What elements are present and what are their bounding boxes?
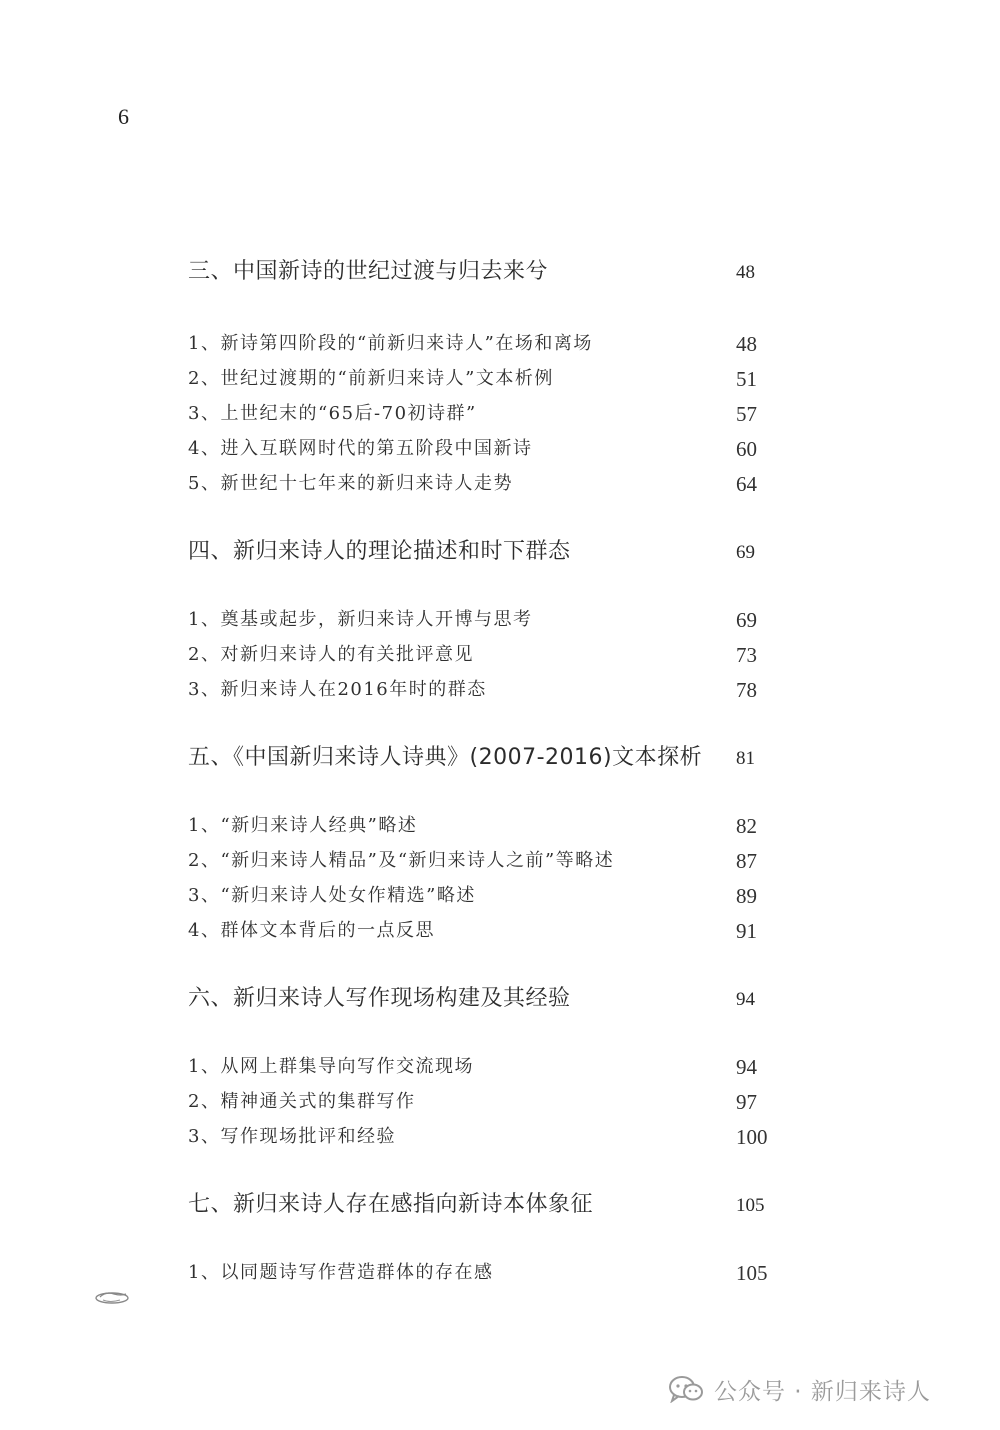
toc-section-page: 105: [736, 1195, 765, 1216]
toc-item: [188, 603, 788, 637]
toc-item-title: 3、“新归来诗人处女作精选”略述: [188, 885, 476, 906]
wechat-icon: [668, 1375, 704, 1403]
toc-section-title: 三、中国新诗的世纪过渡与归去来兮: [188, 259, 549, 284]
toc-item: [188, 362, 788, 396]
toc-item-page: 78: [736, 678, 757, 702]
toc-item-title: 1、新诗第四阶段的“前新归来诗人”在场和离场: [188, 333, 593, 354]
toc-item-title: 2、精神通关式的集群写作: [188, 1091, 416, 1112]
toc-item-title: 4、进入互联网时代的第五阶段中国新诗: [188, 438, 533, 459]
toc-section: [188, 1188, 788, 1222]
publisher-logo-icon: [94, 1288, 130, 1306]
toc-section: [188, 535, 788, 569]
toc-section-title: 四、新归来诗人的理论描述和时下群态: [188, 539, 571, 564]
toc-item-page: 89: [736, 884, 757, 908]
toc-item: [188, 914, 788, 948]
toc-item: [188, 432, 788, 466]
toc-item-title: 1、从网上群集导向写作交流现场: [188, 1056, 474, 1077]
wechat-watermark: [668, 1372, 931, 1406]
toc-item-page: 48: [736, 332, 757, 356]
toc-item-title: 1、奠基或起步，新归来诗人开博与思考: [188, 609, 533, 630]
toc-item-title: 2、世纪过渡期的“前新归来诗人”文本析例: [188, 368, 554, 389]
toc-item-title: 3、写作现场批评和经验: [188, 1126, 396, 1147]
toc-item-title: 2、“新归来诗人精品”及“新归来诗人之前”等略述: [188, 850, 615, 871]
toc-section-page: 81: [736, 748, 755, 769]
toc-item-page: 97: [736, 1090, 757, 1114]
toc-section: [188, 741, 788, 775]
toc-item-title: 3、上世纪末的“65后-70初诗群”: [188, 403, 477, 424]
toc-item: [188, 327, 788, 361]
toc-section-title: 六、新归来诗人写作现场构建及其经验: [188, 986, 571, 1011]
toc-section-title: 五、《中国新归来诗人诗典》(2007-2016)文本探析: [188, 745, 703, 770]
toc-item: [188, 673, 788, 707]
toc-item-page: 82: [736, 814, 757, 838]
toc-item-page: 100: [736, 1125, 768, 1149]
toc-item-page: 105: [736, 1261, 768, 1285]
toc-section-page: 94: [736, 989, 755, 1010]
toc-item: [188, 879, 788, 913]
toc-item: [188, 397, 788, 431]
toc-item-title: 3、新归来诗人在2016年时的群态: [188, 679, 487, 700]
toc-item: [188, 1050, 788, 1084]
toc-item-title: 1、“新归来诗人经典”略述: [188, 815, 418, 836]
toc-item: [188, 638, 788, 672]
toc-item: [188, 467, 788, 501]
toc-item-page: 87: [736, 849, 757, 873]
toc-item-title: 1、以同题诗写作营造群体的存在感: [188, 1262, 494, 1283]
toc-item-title: 4、群体文本背后的一点反思: [188, 920, 435, 941]
toc-item: [188, 809, 788, 843]
toc-item-page: 64: [736, 472, 757, 496]
toc-item-page: 60: [736, 437, 757, 461]
watermark-text: 公众号 · 新归来诗人: [714, 1378, 931, 1405]
toc-item-page: 51: [736, 367, 757, 391]
toc-section-title: 七、新归来诗人存在感指向新诗本体象征: [188, 1192, 594, 1217]
toc-item-page: 73: [736, 643, 757, 667]
toc-item: [188, 1085, 788, 1119]
toc-item-page: 91: [736, 919, 757, 943]
toc-section: [188, 255, 788, 289]
toc-item-page: 94: [736, 1055, 757, 1079]
toc-item: [188, 1120, 788, 1154]
toc-item-title: 5、新世纪十七年来的新归来诗人走势: [188, 473, 513, 494]
toc-section-page: 48: [736, 262, 755, 283]
toc-section: [188, 982, 788, 1016]
page-number: 6: [118, 104, 129, 129]
toc-section-page: 69: [736, 542, 755, 563]
toc-item: [188, 844, 788, 878]
toc-item: [188, 1256, 788, 1290]
toc-item-page: 69: [736, 608, 757, 632]
toc-item-page: 57: [736, 402, 757, 426]
toc-item-title: 2、对新归来诗人的有关批评意见: [188, 644, 474, 665]
